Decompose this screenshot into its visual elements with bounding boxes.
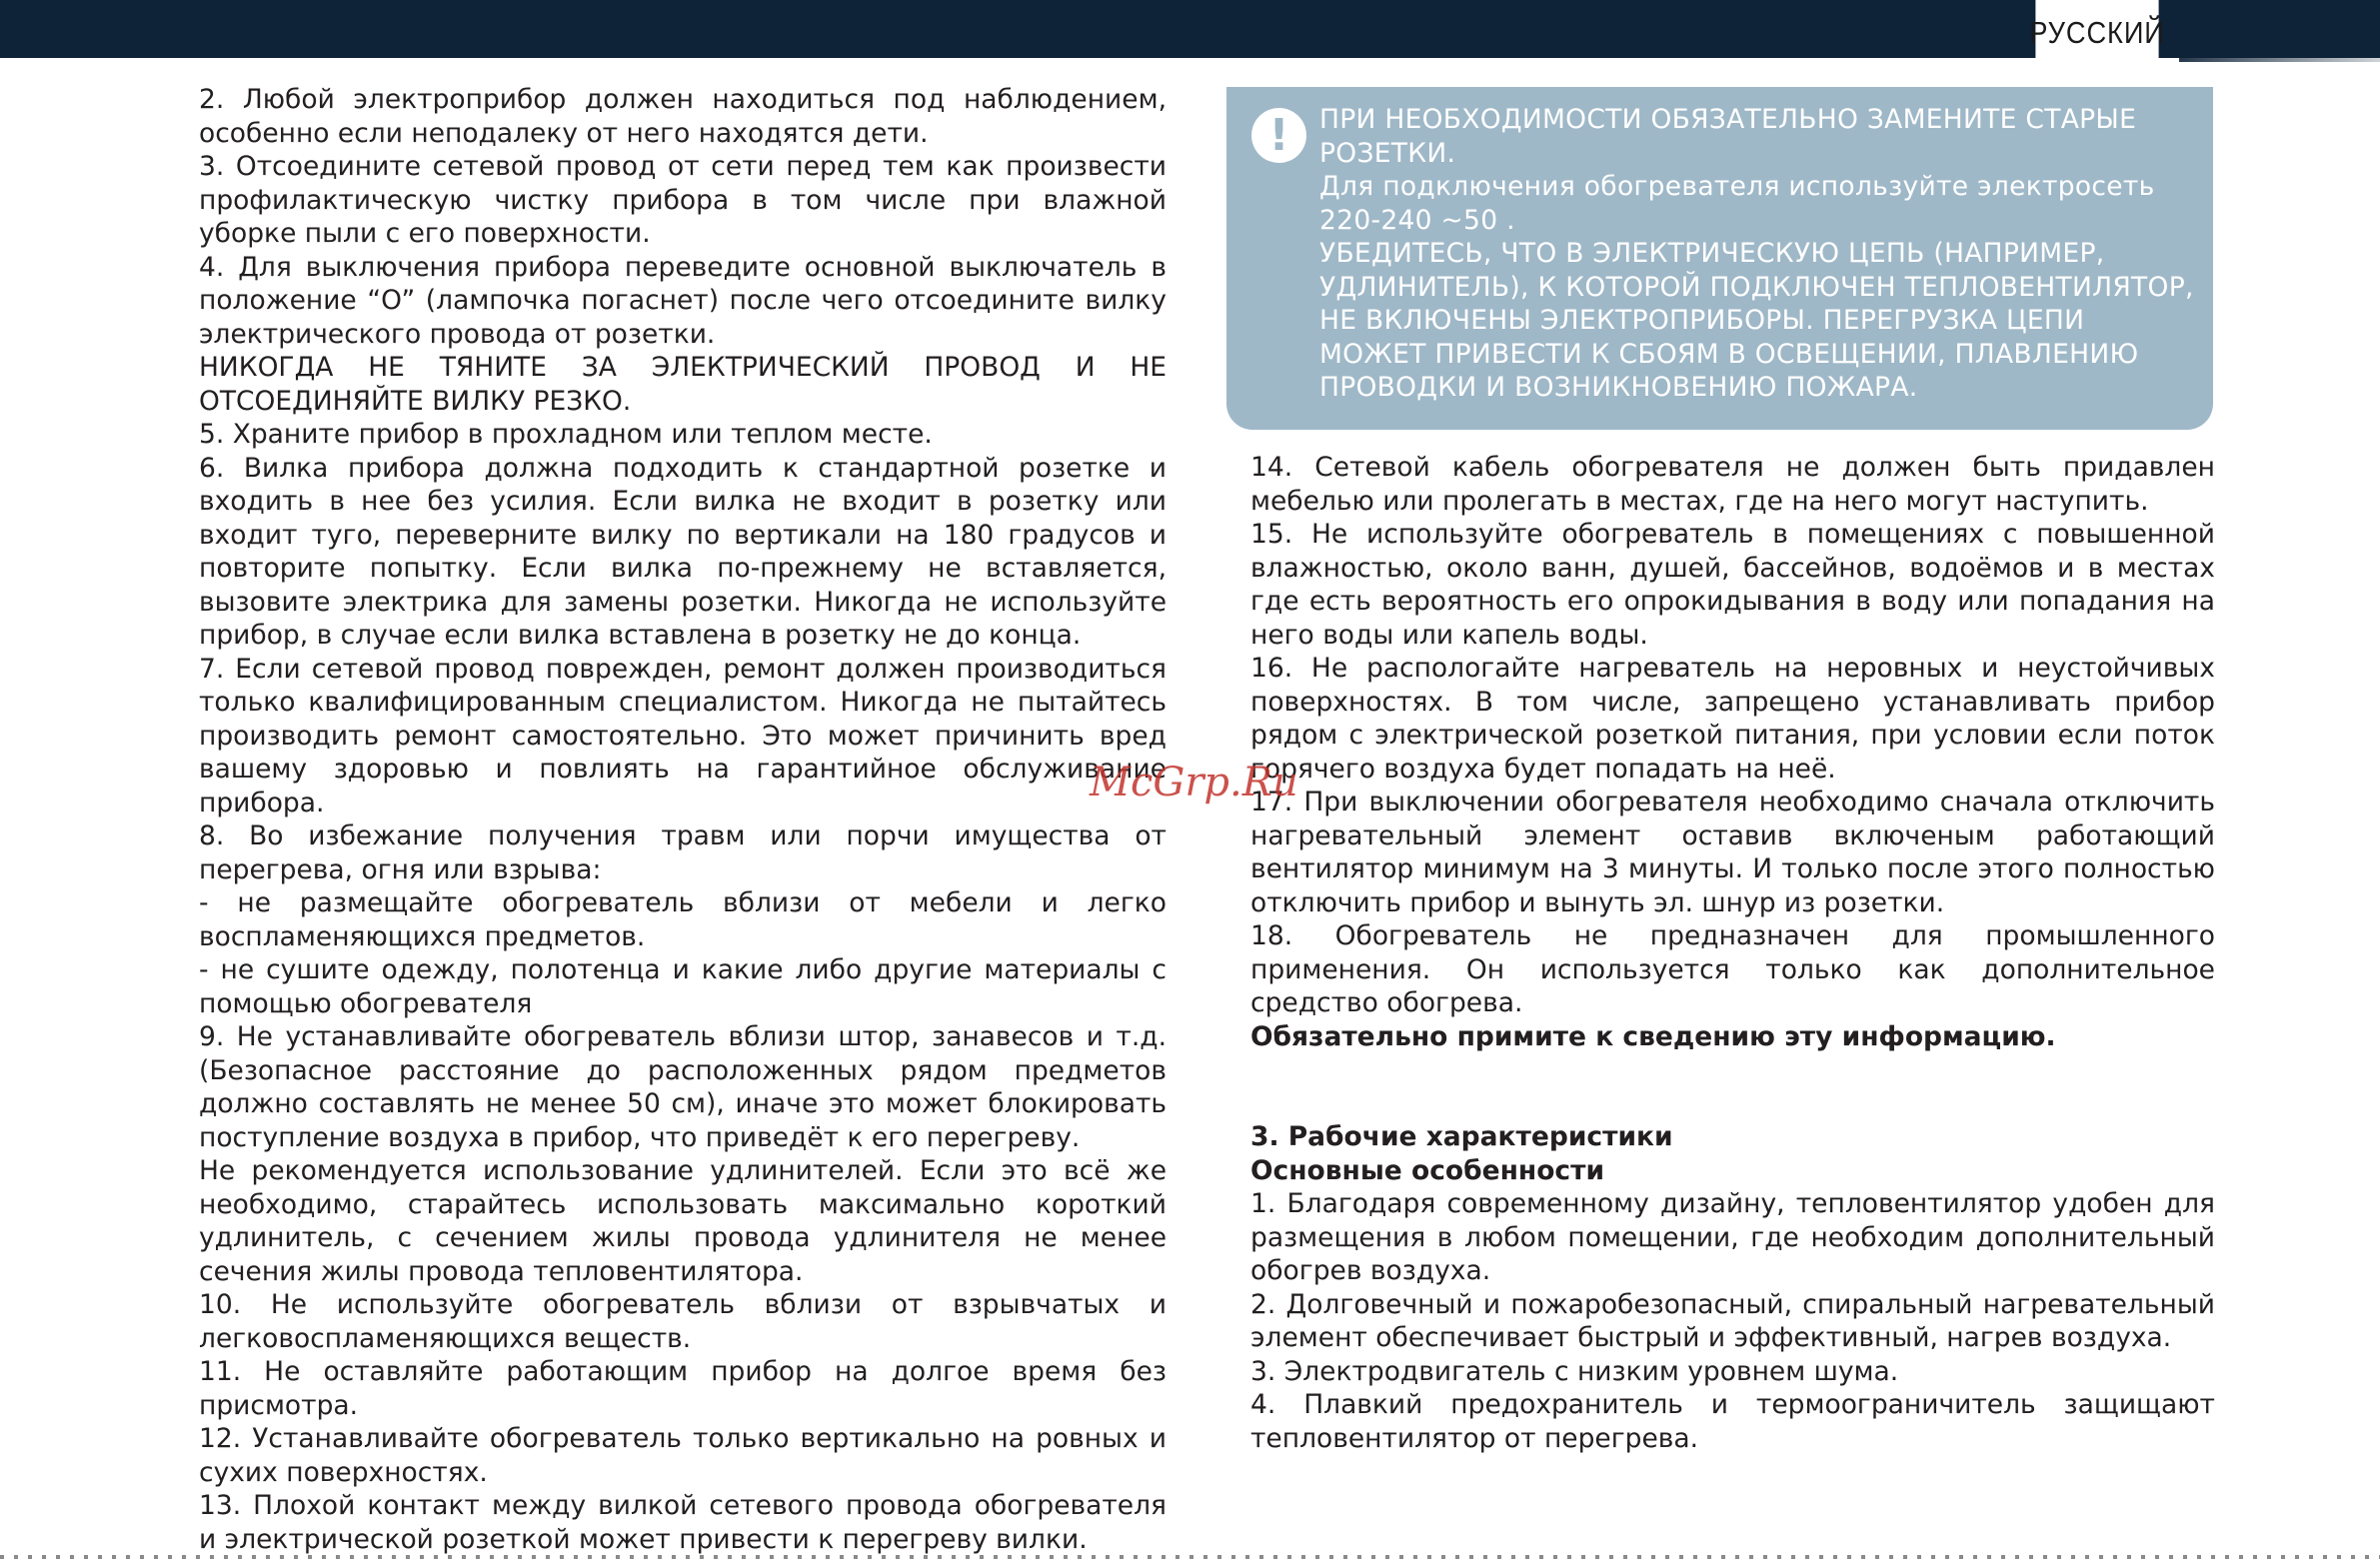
watermark: McGrp.Ru (1090, 760, 1298, 805)
paragraph: 5. Храните прибор в прохладном или теплом месте. (199, 419, 933, 450)
feature-item: 2. Долговечный и пожаробезопасный, спиральный нагревательный элемент обеспечивает быстрый и эффективный, нагрев воздуха. (1250, 1288, 2215, 1353)
section-subtitle: Основные особенности (1250, 1154, 1605, 1186)
language-label: РУССКИЙ (2035, 0, 2158, 65)
spacer (1250, 1053, 2215, 1120)
paragraph: 4. Для выключения прибора переведите основной выключатель в положение “O” (лампочка погаснет) после чего отсоедините вилку электрического провода от розетки. (199, 251, 1167, 350)
paragraph: 6. Вилка прибора должна подходить к стандартной розетке и входить в нее без усилия. Если вилка не входит в розетку или входит туго, переверните вилку по вертикали на 180 градусов и повторите попытку. Если вилка по-прежнему не вставляется, вызовите электрика для замены розетки. Никогда не используйте прибор, в случае если вилка вставлена в розетку не до конца. (199, 452, 1167, 651)
footer-dotted-line (0, 1555, 2380, 1559)
paragraph: 3. Отсоедините сетевой провод от сети перед тем как произвести профилактическую чистку прибора в том числе при влажной уборке пыли с его поверхности. (199, 151, 1167, 249)
warning-text (1319, 103, 2199, 405)
exclamation-icon: ! (1251, 108, 1306, 163)
paragraph: - не размещайте обогреватель вблизи от мебели и легко воспламеняющихся предметов. (199, 887, 1167, 952)
header-bar (0, 0, 2380, 58)
paragraph: 17. При выключении обогревателя необходимо сначала отключить нагревательный элемент оставив включеным работающий вентилятор минимум на 3 минуты. И только после этого полностью отключить прибор и вынуть эл. шнур из розетки. (1250, 786, 2215, 918)
paragraph: 2. Любой электроприбор должен находиться под наблюдением, особенно если неподалеку от него находятся дети. (199, 84, 1167, 149)
paragraph: 12. Устанавливайте обогреватель только вертикально на ровных и сухих поверхностях. (199, 1423, 1167, 1488)
paragraph: 10. Не используйте обогреватель вблизи от взрывчатых и легковоспламеняющихся веществ. (199, 1289, 1167, 1354)
notice: Обязательно примите к сведению эту информацию. (1250, 1020, 2056, 1052)
paragraph: 16. Не распологайте нагреватель на неровных и неустойчивых поверхностях. В том числе, запрещено устанавливать прибор рядом с электрической розеткой питания, при условии если поток горячего воздуха будет попадать на неё. (1250, 653, 2215, 784)
paragraph: 13. Плохой контакт между вилкой сетевого провода обогревателя и электрической розеткой может привести к перегреву вилки. (199, 1490, 1167, 1555)
paragraph: 18. Обогреватель не предназначен для промышленного применения. Он используется только как дополнительное средство обогрева. (1250, 920, 2215, 1018)
paragraph: 9. Не устанавливайте обогреватель вблизи штор, занавесов и т.д. (Безопасное расстояние до расположенных рядом предметов должно составлять не менее 50 см), иначе это может блокировать поступление воздуха в прибор, что приведёт к его перегреву. (199, 1021, 1167, 1153)
feature-item: 3. Электродвигатель с низким уровнем шума. (1250, 1355, 1899, 1387)
header-stripes (2179, 0, 2380, 62)
paragraph: 11. Не оставляйте работающим прибор на долгое время без присмотра. (199, 1356, 1167, 1421)
paragraph: НИКОГДА НЕ ТЯНИТЕ ЗА ЭЛЕКТРИЧЕСКИЙ ПРОВОД И НЕ ОТСОЕДИНЯЙТЕ ВИЛКУ РЕЗКО. (199, 352, 1167, 417)
right-column (1250, 451, 2215, 1455)
paragraph: 8. Во избежание получения травм или порчи имущества от перегрева, огня или взрыва: (199, 820, 1167, 885)
paragraph: 15. Не используйте обогреватель в помещениях с повышенной влажностью, около ванн, душей, бассейнов, водоёмов и в местах где есть вероятность его опрокидывания в воду или попадания на него воды или капель воды. (1250, 519, 2215, 651)
left-column (199, 83, 1167, 1556)
paragraph: 7. Если сетевой провод поврежден, ремонт должен производиться только квалифицированным специалистом. Никогда не пытайтесь производить ремонт самостоятельно. Это может причинить вред вашему здоровью и повлиять на гарантийное обслуживание прибора. (199, 653, 1167, 818)
warning-line: ПРИ НЕОБХОДИМОСТИ ОБЯЗАТЕЛЬНО ЗАМЕНИТЕ СТАРЫЕ РОЗЕТКИ. (1319, 104, 2137, 169)
feature-item: 1. Благодаря современному дизайну, тепловентилятор удобен для размещения в любом помещении, где необходим дополнительный обогрев воздуха. (1250, 1188, 2215, 1286)
warning-line: Для подключения обогревателя используйте электросеть 220-240 ~50 . (1319, 171, 2155, 236)
warning-line: УБЕДИТЕСЬ, ЧТО В ЭЛЕКТРИЧЕСКУЮ ЦЕПЬ (НАПРИМЕР, УДЛИНИТЕЛЬ), К КОТОРОЙ ПОДКЛЮЧЕН ТЕПЛОВЕНТИЛЯТОР, НЕ ВКЛЮЧЕНЫ ЭЛЕКТРОПРИБОРЫ. ПЕРЕГРУЗКА ЦЕПИ МОЖЕТ ПРИВЕСТИ К СБОЯМ В ОСВЕЩЕНИИ, ПЛАВЛЕНИЮ ПРОВОДКИ И ВОЗНИКНОВЕНИЮ ПОЖАРА. (1319, 238, 2194, 403)
section-title: 3. Рабочие характеристики (1250, 1121, 1673, 1152)
paragraph: Не рекомендуется использование удлинителей. Если это всё же необходимо, старайтесь использовать максимально короткий удлинитель, с сечением жилы провода удлинителя не менее сечения жилы провода тепловентилятора. (199, 1155, 1167, 1287)
paragraph: 14. Сетевой кабель обогревателя не должен быть придавлен мебелью или пролегать в местах, где на него могут наступить. (1250, 452, 2215, 517)
paragraph: - не сушите одежду, полотенца и какие либо другие материалы с помощью обогревателя (199, 954, 1167, 1019)
feature-item: 4. Плавкий предохранитель и термоограничитель защищают тепловентилятор от перегрева. (1250, 1389, 2215, 1454)
